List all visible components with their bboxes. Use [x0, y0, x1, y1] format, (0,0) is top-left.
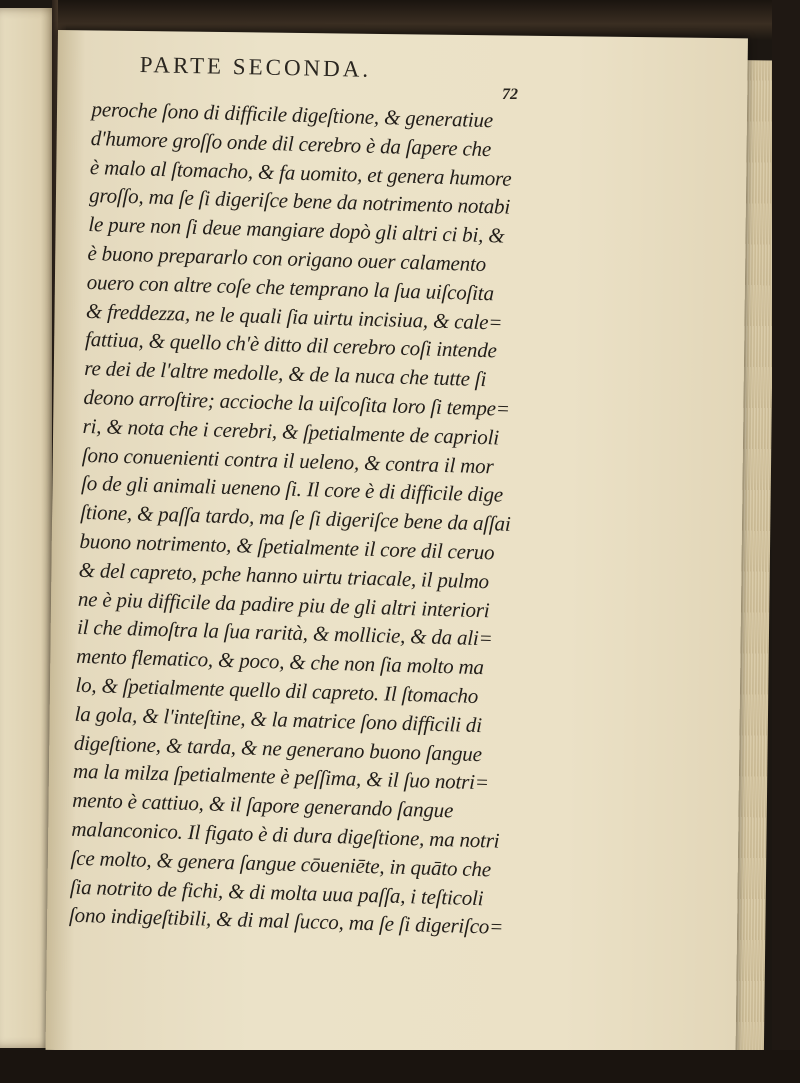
- text-line: ſce molto, & genera ſangue cōueniēte, in quāto che: [70, 845, 492, 882]
- text-line: & freddezza, ne le quali ſia uirtu incisiua, & cale=: [85, 298, 503, 335]
- text-line: ouero con altre coſe che temprano la ſua uiſcoſita: [86, 269, 495, 306]
- text-line: lo, & ſpetialmente quello dil capreto. Il ſtomacho: [75, 672, 479, 708]
- text-line: è malo al ſtomacho, & fa uomito, et genera humore: [89, 154, 512, 191]
- text-line: groſſo, ma ſe ſi digeriſce bene da notrimento notabi: [88, 183, 511, 220]
- bottom-background: [0, 1050, 800, 1083]
- text-line: mento è cattiuo, & il ſapore generando ſangue: [71, 787, 454, 823]
- text-line: re dei de l'altre medolle, & de la nuca che tutte ſi: [84, 356, 487, 392]
- text-line: peroche ſono di difficile digeſtione, & generatiue: [91, 96, 494, 133]
- text-line: buono notrimento, & ſpetialmente il core dil ceruo: [79, 528, 495, 565]
- text-line: mento flematico, & poco, & che non ſia molto ma: [75, 643, 485, 680]
- text-line: ri, & nota che i cerebri, & ſpetialmente de caprioli: [82, 413, 500, 450]
- running-header-title: PARTE SECONDA.: [139, 52, 372, 82]
- page-number: 72: [502, 86, 518, 103]
- text-line: ma la milza ſpetialmente è peſſima, & il ſuo notri=: [72, 759, 490, 795]
- right-background: [772, 0, 800, 1083]
- text-line: ſono conuenienti contra il ueleno, & contra il mor: [81, 442, 494, 478]
- text-line: ne è piu difficile da padire piu de gli altri interiori: [77, 586, 490, 622]
- body-text: [69, 95, 572, 943]
- text-line: malanconico. Il figato è di dura digeſtione, ma notri: [71, 816, 500, 853]
- text-line: ſia notrito de fichi, & di molta uua paſſa, i teſticoli: [69, 874, 484, 910]
- text-line: le pure non ſi deue mangiare dopò gli altri ci bi, &: [88, 212, 505, 248]
- text-line: il che dimoſtra la ſua rarità, & mollicie, & da ali=: [76, 615, 493, 651]
- text-line: la gola, & l'inteſtine, & la matrice ſono difficili di: [74, 701, 483, 737]
- text-line: ſo de gli animali ueneno ſi. Il core è di difficile dige: [80, 471, 504, 507]
- text-line: è buono prepararlo con origano ouer calamento: [87, 240, 487, 277]
- text-line: d'humore groſſo onde dil cerebro è da ſapere che: [90, 125, 492, 161]
- text-line: & del capreto, pche hanno uirtu triacale, il pulmo: [78, 557, 490, 594]
- text-line: ſtione, & paſſa tardo, ma ſe ſi digeriſce bene da aſſai: [80, 499, 511, 537]
- text-line: fattiua, & quello ch'è ditto dil cerebro coſi intende: [84, 327, 498, 363]
- text-line: digeſtione, & tarda, & ne generano buono ſangue: [73, 730, 483, 766]
- text-line: deono arroſtire; accioche la uiſcoſita loro ſi tempe=: [83, 384, 511, 421]
- text-line: ſono indigeſtibili, & di mal ſucco, ma ſe ſi digeriſco=: [68, 902, 504, 940]
